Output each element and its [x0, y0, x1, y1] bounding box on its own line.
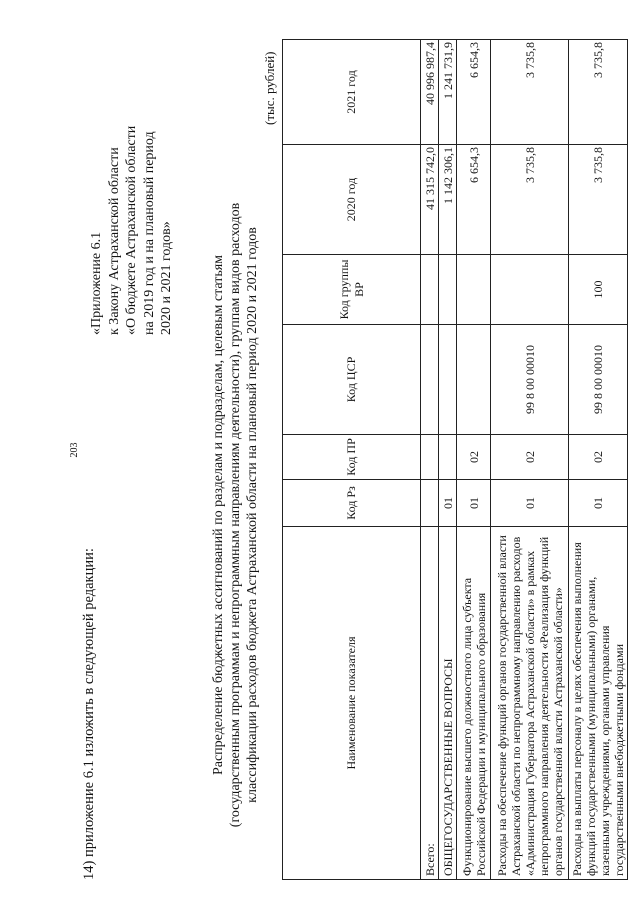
row-name: Функционирование высшего должностного лица субъекта Российской Федерации и муниципального образования [457, 527, 491, 880]
heading-line: (государственным программам и непрограммным направлениям деятельности), группам видов расходов [228, 202, 243, 828]
table-header-row [283, 40, 421, 880]
row-csr [439, 325, 457, 435]
row-2021: 6 654,3 [457, 40, 491, 145]
row-vr [439, 255, 457, 325]
header-rz: Код Рз [283, 480, 421, 527]
page-number: 203 [69, 442, 80, 458]
heading-line: Распределение бюджетных ассигнований по разделам и подразделам, целевым статьям [211, 254, 226, 776]
row-csr: 99 8 00 00010 [569, 325, 628, 435]
row-2020: 41 315 742,0 [421, 145, 439, 255]
row-vr [491, 255, 569, 325]
row-2021: 40 996 987,4 [421, 40, 439, 145]
row-name: Расходы на выплаты персоналу в целях обеспечения выполнения функций государственными (муниципальными) органами, казенными учреждениями, органами управления государственными внебюджетными фондами [569, 527, 628, 880]
row-2020: 3 735,8 [569, 145, 628, 255]
rotated-content [80, 40, 625, 880]
appendix-block [88, 45, 176, 335]
header-csr: Код ЦСР [283, 325, 421, 435]
row-name: ОБЩЕГОСУДАРСТВЕННЫЕ ВОПРОСЫ [439, 527, 457, 880]
appendix-line: на 2019 год и на плановый период [141, 131, 157, 335]
document-heading [210, 165, 261, 865]
row-2021: 3 735,8 [569, 40, 628, 145]
header-2020: 2020 год [283, 145, 421, 255]
row-vr [457, 255, 491, 325]
header-2021: 2021 год [283, 40, 421, 145]
table-row [491, 40, 569, 880]
units-label: (тыс. рублей) [262, 51, 277, 125]
table-row [569, 40, 628, 880]
row-rz [421, 480, 439, 527]
header-name: Наименование показателя [283, 527, 421, 880]
row-csr [457, 325, 491, 435]
row-pr [421, 435, 439, 480]
row-rz: 01 [439, 480, 457, 527]
row-pr: 02 [457, 435, 491, 480]
row-2021: 1 241 731,9 [439, 40, 457, 145]
row-csr [421, 325, 439, 435]
row-name: Всего: [421, 527, 439, 880]
row-name: Расходы на обеспечение функций органов государственной власти Астраханской области по непрограммному направлению расходов «Администрация Губернатора Астраханской области» в рамках непрограммного направления деятельности «Реализация функций органов государственной власти Астраханской области» [491, 527, 569, 880]
row-pr: 02 [569, 435, 628, 480]
row-csr: 99 8 00 00010 [491, 325, 569, 435]
row-2020: 1 142 306,1 [439, 145, 457, 255]
row-rz: 01 [491, 480, 569, 527]
header-pr: Код ПР [283, 435, 421, 480]
row-pr [439, 435, 457, 480]
row-vr: 100 [569, 255, 628, 325]
appendix-line: 2020 и 2021 годов» [159, 221, 174, 335]
appendix-line: «О бюджете Астраханской области [124, 125, 139, 335]
table-row [457, 40, 491, 880]
row-2020: 3 735,8 [491, 145, 569, 255]
appendix-line: к Закону Астраханской области [106, 147, 122, 335]
row-pr: 02 [491, 435, 569, 480]
appendix-line: «Приложение 6.1 [89, 231, 104, 335]
row-2021: 3 735,8 [491, 40, 569, 145]
row-rz: 01 [569, 480, 628, 527]
heading-line: классификации расходов бюджета Астраханской области на плановый период 2020 и 2021 годов [245, 227, 260, 803]
budget-table [282, 39, 628, 880]
table-row [439, 40, 457, 880]
row-rz: 01 [457, 480, 491, 527]
header-vr: Код группы ВР [283, 255, 421, 325]
row-2020: 6 654,3 [457, 145, 491, 255]
row-vr [421, 255, 439, 325]
table-row [421, 40, 439, 880]
intro-text: 14) приложение 6.1 изложить в следующей редакции: [81, 548, 97, 880]
